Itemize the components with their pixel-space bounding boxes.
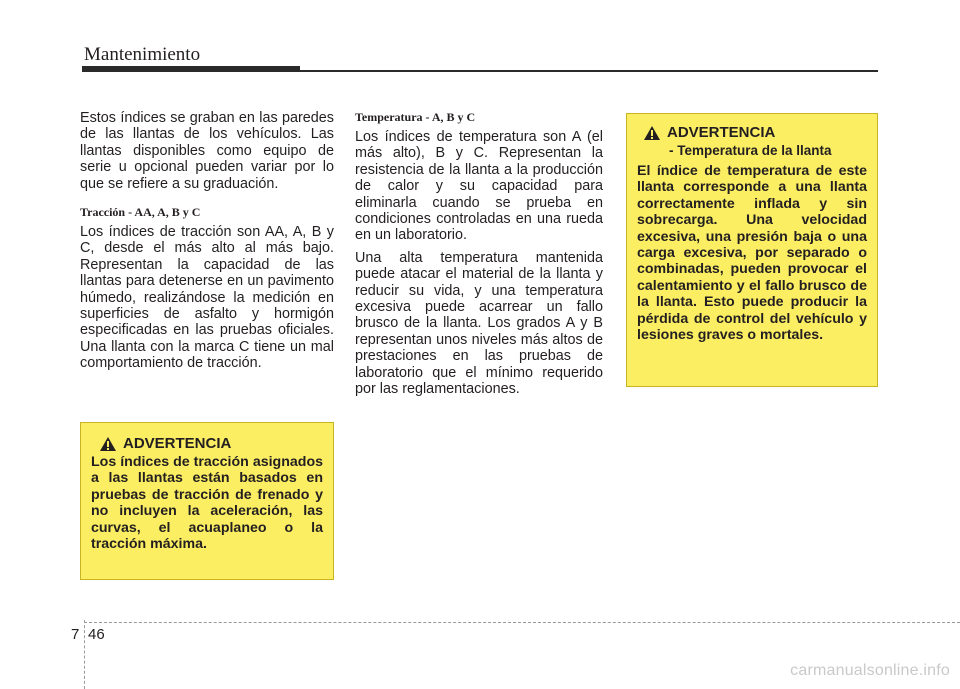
watermark: carmanualsonline.info [790,662,950,679]
chapter-number: 7 [71,626,80,643]
temperature-paragraph-2: Una alta temperatura mantenida puede atacar el material de la llanta y reducir su vida, y una temperatura excesiva puede acarrear un fallo brusco de la llanta. Los grados A y B representan unos niveles más altos de prestaciones en las pruebas de laboratorio que el mínimo requerido por las reglamentaciones. [355,249,603,398]
footer-divider [84,620,86,689]
intro-paragraph: Estos índices se graban en las paredes de las llantas de los vehículos. Las llantas disponibles como equipo de serie u opcional pueden variar por lo que se refiere a su graduación. [80,110,334,192]
traction-paragraph: Los índices de tracción son AA, A, B y C, desde el más alto al más bajo. Representan la capacidad de las llantas para detenerse en un pavimento húmedo, realizándose la medición en superficies de asfalto y hormigón especificadas en las pruebas oficiales. Una llanta con la marca C tiene un mal comportamiento de tracción. [80,224,334,372]
warning-box-temperature [626,113,878,387]
footer-rule [84,622,960,623]
section-title: Mantenimiento [84,44,201,65]
warning-body: El índice de temperatura de este llanta corresponde a una llanta correctamente inflada y sin sobrecarga. Una velocidad excesiva, una presión baja o una carga excesiva, por separado o combinadas, pueden provocar el calentamiento y el fallo brusco de la llanta. Esto puede producir la pérdida de control del vehículo y lesiones graves o mortales. [637,163,867,344]
warning-title: ADVERTENCIA [123,435,232,452]
warning-header [99,435,323,452]
temperature-paragraph-1: Los índices de temperatura son A (el más alto), B y C. Representan la resistencia de la llanta a la producción de calor y su capacidad para eliminarla cuando se prueba en condiciones controladas en una rueda en un laboratorio. [355,129,603,244]
warning-header [643,124,867,141]
traction-heading: Tracción - AA, A, B y C [80,205,201,220]
header-rule-thick [82,66,300,72]
header-rule-thin [300,70,878,72]
warning-triangle-icon [643,125,661,141]
column-left [80,110,334,372]
column-middle [355,110,603,398]
warning-box-traction [80,422,334,580]
warning-subtitle: - Temperatura de la llanta [669,143,832,158]
warning-body: Los índices de tracción asignados a las llantas están basados en pruebas de tracción de frenado y no incluyen la aceleración, las curvas, el acuaplaneo o la tracción máxima. [91,454,323,553]
warning-triangle-icon [99,436,117,452]
page-number: 46 [88,626,105,643]
temperature-heading: Temperatura - A, B y C [355,110,476,124]
warning-title: ADVERTENCIA [667,124,776,141]
